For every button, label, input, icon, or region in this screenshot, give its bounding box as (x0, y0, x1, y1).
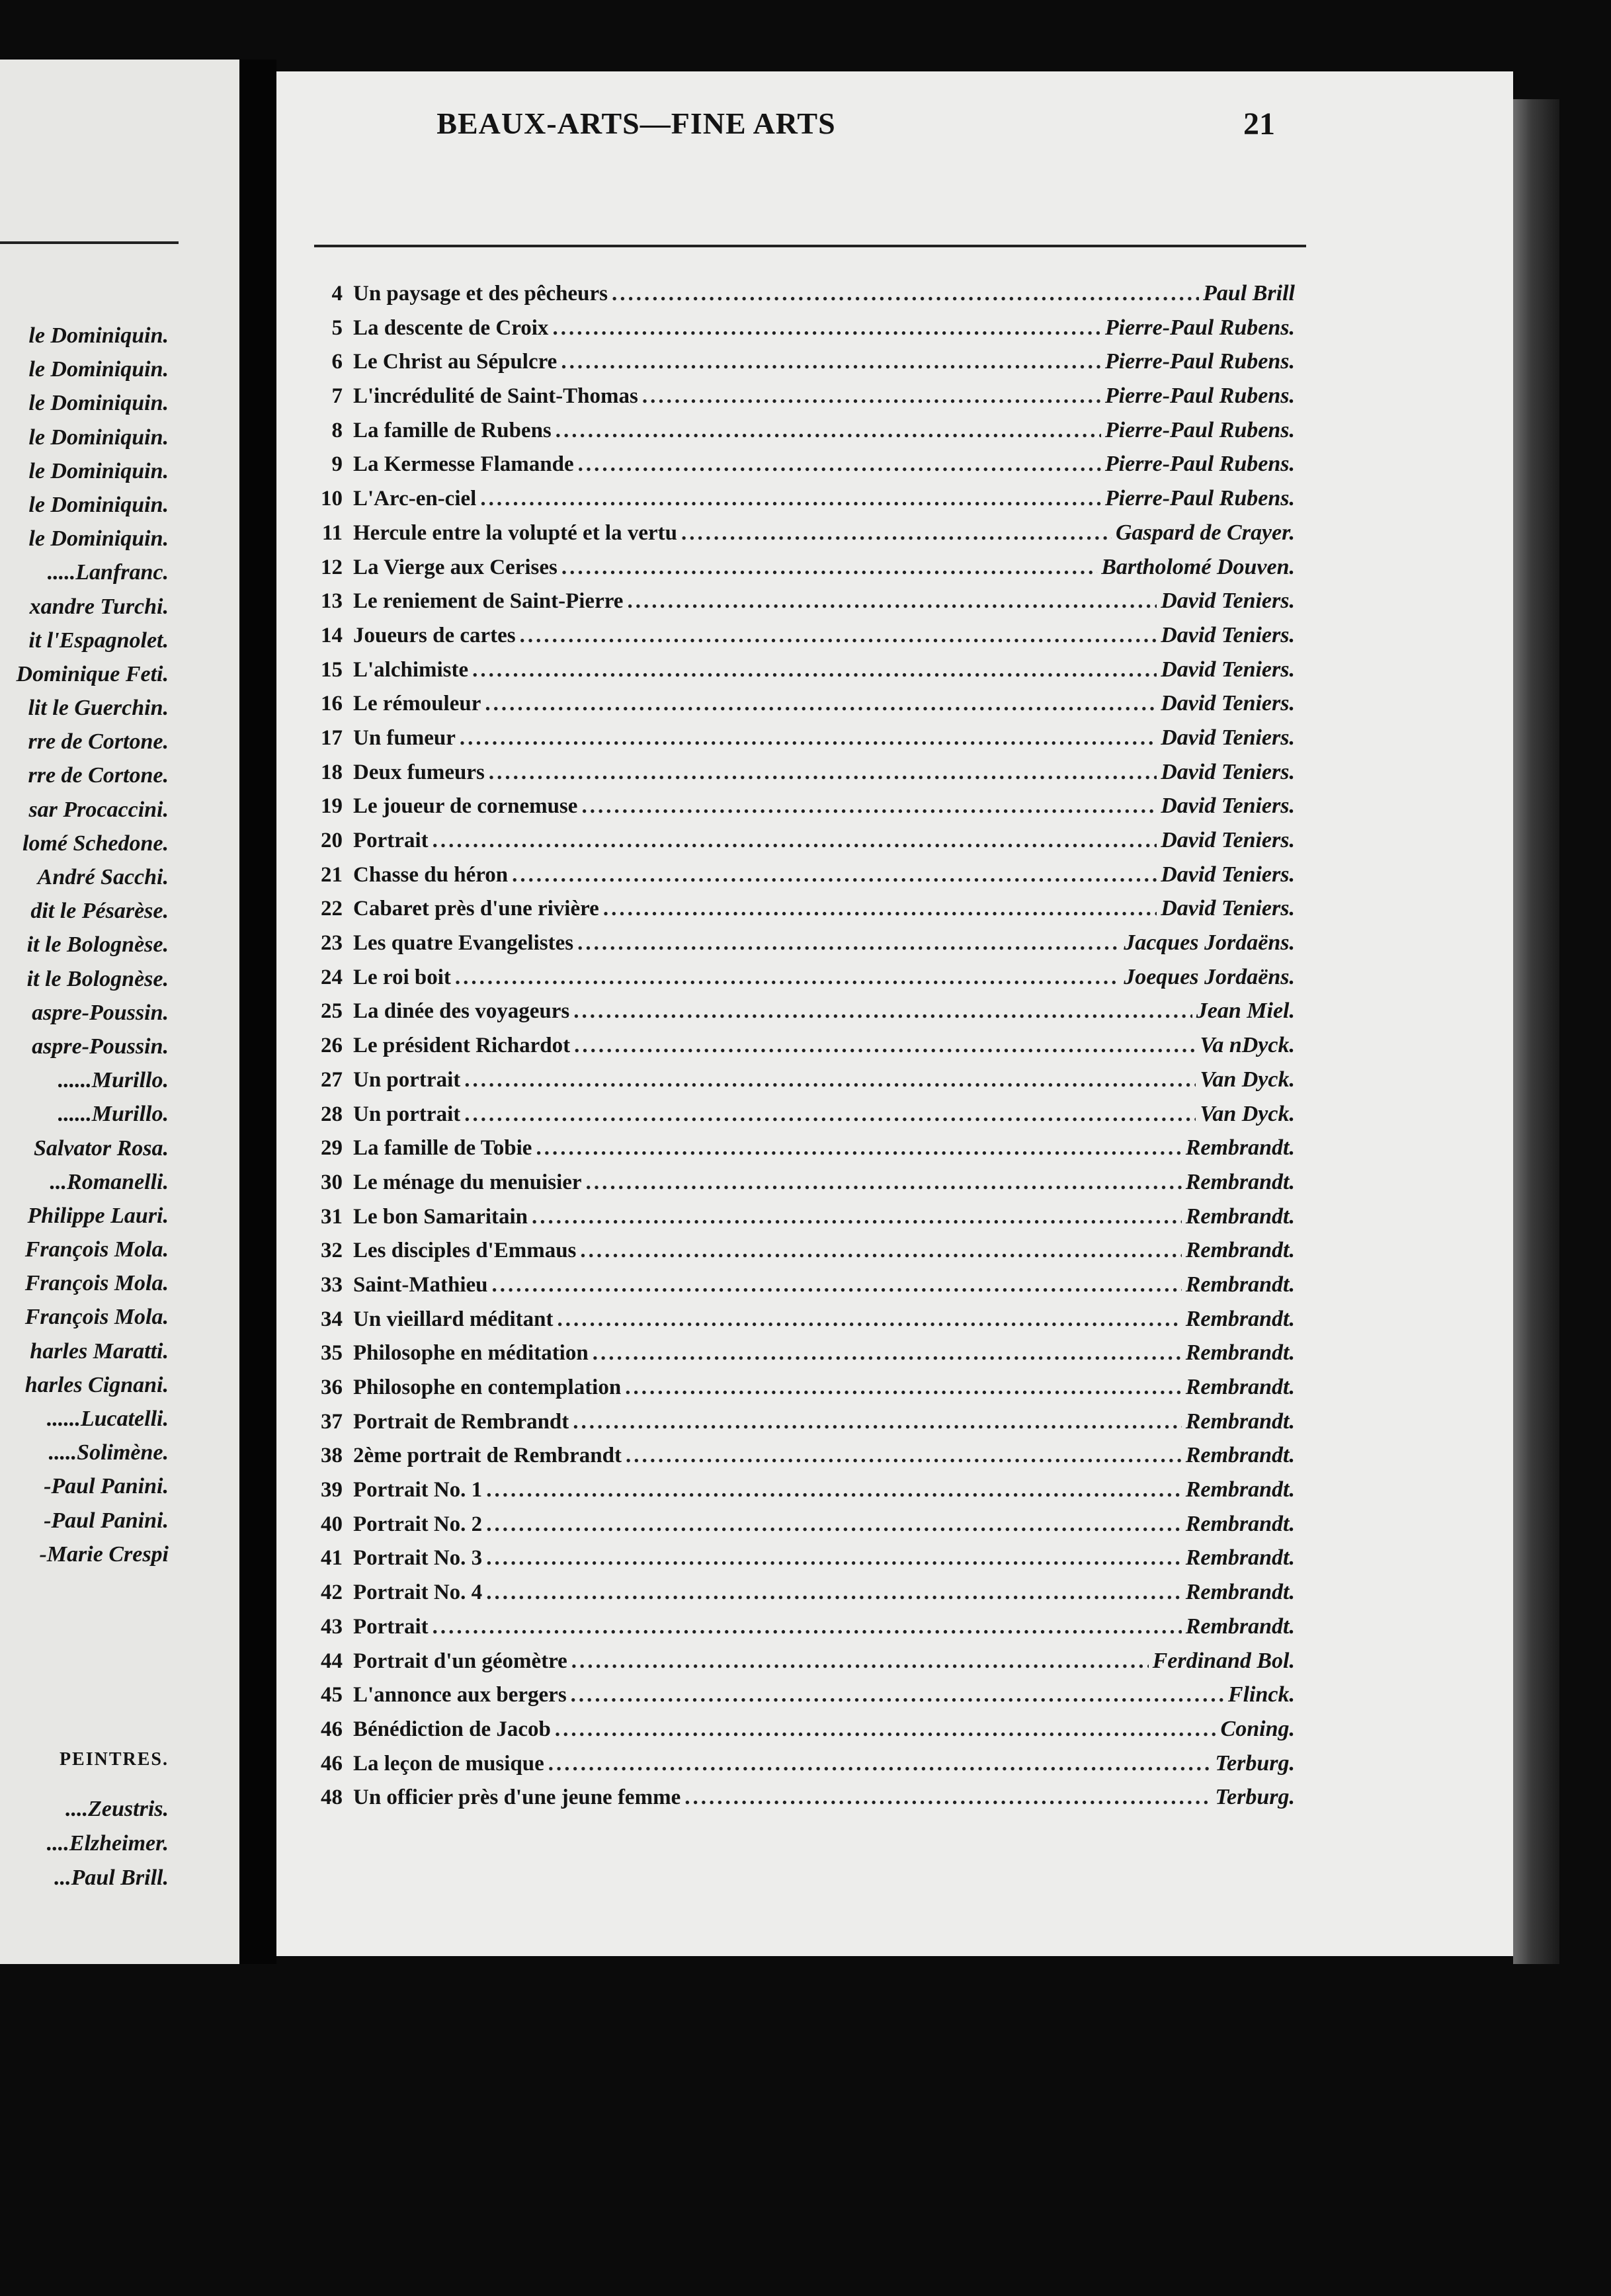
painting-entry (303, 1131, 1295, 1165)
left-artist-line: ......Lucatelli. (46, 1407, 169, 1431)
entry-number: 14 (321, 623, 343, 647)
painting-entry (303, 789, 1295, 823)
entry-number: 27 (321, 1067, 343, 1092)
entry-title: Portrait No. 1 (353, 1478, 483, 1502)
entry-artist: Rembrandt. (1185, 1340, 1295, 1366)
left-section-heading: PEINTRES. (59, 1749, 169, 1770)
entry-artist: Van Dyck. (1200, 1101, 1295, 1126)
entry-number: 17 (321, 725, 343, 750)
dot-leader (433, 1610, 1182, 1644)
dot-leader (626, 1439, 1182, 1473)
entry-artist: Rembrandt. (1185, 1169, 1295, 1194)
painting-entry (303, 481, 1295, 516)
entry-artist: Pierre-Paul Rubens. (1104, 315, 1295, 340)
painting-entry (303, 1507, 1295, 1541)
painting-entry (303, 379, 1295, 413)
painting-entry (303, 1678, 1295, 1712)
dot-leader (586, 1166, 1182, 1200)
left-artist-line: le Dominiquin. (28, 323, 169, 348)
entry-number: 40 (321, 1512, 343, 1536)
entry-title: Le président Richardot (353, 1034, 571, 1058)
entry-artist: Pierre-Paul Rubens. (1104, 486, 1295, 511)
dot-leader (593, 1336, 1182, 1370)
painting-entry (303, 1575, 1295, 1610)
entry-artist: David Teniers. (1161, 725, 1295, 750)
entry-title: La famille de Tobie (353, 1136, 532, 1161)
painting-entry (303, 1610, 1295, 1644)
left-artist-line: harles Maratti. (30, 1338, 169, 1364)
entry-number: 42 (321, 1580, 343, 1605)
entry-title: La leçon de musique (353, 1751, 544, 1776)
left-artist-line: ...Paul Brill. (54, 1866, 169, 1890)
entry-artist: David Teniers. (1161, 691, 1295, 716)
dot-leader (532, 1200, 1182, 1234)
page-number: 21 (1243, 106, 1275, 142)
entry-number: 21 (321, 862, 343, 887)
entry-title: Un paysage et des pêcheurs (353, 282, 608, 306)
entry-artist: Gaspard de Crayer. (1115, 520, 1295, 545)
painting-entry (303, 823, 1295, 858)
painting-entry (303, 755, 1295, 790)
entry-artist: David Teniers. (1161, 896, 1295, 921)
entry-title: Le Christ au Sépulcre (353, 350, 558, 374)
left-artist-line: rre de Cortone. (28, 729, 169, 755)
entry-number: 44 (321, 1649, 343, 1673)
entry-number: 6 (331, 350, 343, 374)
painting-entry (303, 1302, 1295, 1336)
entry-number: 39 (321, 1478, 343, 1502)
entry-artist: David Teniers. (1161, 759, 1295, 784)
entry-artist: Bartholomé Douven. (1101, 554, 1295, 579)
painting-entry (303, 1233, 1295, 1268)
entry-title: Portrait (353, 829, 429, 852)
entry-number: 20 (321, 829, 343, 852)
entry-title: Un portrait (353, 1067, 461, 1092)
entry-artist: Terburg. (1215, 1750, 1295, 1776)
entry-title: Saint-Mathieu (353, 1272, 488, 1297)
left-artist-line: lit le Guerchin. (28, 696, 169, 721)
entry-title: Un vieillard méditant (353, 1307, 554, 1331)
left-artist-line: it le Bolognèse. (26, 932, 169, 958)
dot-leader (574, 1029, 1196, 1063)
entry-artist: Va nDyck. (1200, 1033, 1295, 1058)
page-edge (1513, 99, 1559, 1964)
entry-title: La descente de Croix (353, 315, 549, 340)
entry-number: 46 (321, 1717, 343, 1741)
left-artist-line: it l'Espagnolet. (28, 628, 169, 653)
painting-entry (303, 1541, 1295, 1575)
painting-list (303, 276, 1295, 1815)
dot-leader (489, 756, 1157, 790)
left-artist-line: ...Romanelli. (50, 1169, 169, 1194)
dot-leader (578, 448, 1101, 481)
entry-title: L'annonce aux bergers (353, 1683, 567, 1707)
painting-entry (303, 686, 1295, 721)
entry-number: 36 (321, 1375, 343, 1399)
entry-number: 13 (321, 589, 343, 614)
left-artist-line: -Paul Panini. (44, 1474, 169, 1499)
entry-number: 43 (321, 1614, 343, 1639)
entry-number: 9 (331, 452, 343, 477)
painting-entry (303, 1473, 1295, 1507)
left-page (0, 60, 239, 1964)
entry-title: L'incrédulité de Saint-Thomas (353, 384, 638, 409)
dot-leader (464, 1063, 1196, 1097)
left-artist-line: le Dominiquin. (28, 391, 169, 416)
entry-title: Un portrait (353, 1102, 461, 1126)
painting-entry (303, 721, 1295, 755)
entry-number: 22 (321, 897, 343, 921)
left-artist-line: le Dominiquin. (28, 425, 169, 450)
dot-leader (612, 277, 1199, 311)
entry-artist: David Teniers. (1161, 657, 1295, 682)
entry-number: 30 (321, 1170, 343, 1194)
entry-artist: Ferdinand Bol. (1152, 1648, 1295, 1673)
entry-artist: Rembrandt. (1185, 1545, 1295, 1571)
entry-artist: Rembrandt. (1185, 1204, 1295, 1229)
entry-number: 28 (321, 1102, 343, 1126)
entry-artist: Jacques Jordaëns. (1124, 930, 1295, 956)
dot-leader (486, 1576, 1182, 1610)
entry-title: L'Arc-en-ciel (353, 487, 477, 511)
entry-artist: Joeques Jordaëns. (1124, 964, 1295, 989)
entry-title: Un fumeur (353, 725, 456, 750)
dot-leader (581, 790, 1157, 823)
entry-artist: Pierre-Paul Rubens. (1104, 417, 1295, 442)
left-artist-line: Salvator Rosa. (33, 1135, 169, 1161)
entry-title: Deux fumeurs (353, 760, 485, 784)
entry-artist: Flinck. (1227, 1682, 1295, 1707)
left-divider (0, 241, 179, 244)
painting-entry (303, 1746, 1295, 1781)
left-artist-line: François Mola. (24, 1271, 169, 1296)
dot-leader (486, 1541, 1182, 1575)
entry-title: Portrait No. 2 (353, 1512, 483, 1536)
left-artist-line: lomé Schedone. (22, 831, 169, 856)
dot-leader (492, 1268, 1182, 1302)
dot-leader (552, 311, 1100, 345)
painting-entry (303, 1780, 1295, 1815)
entry-number: 15 (321, 657, 343, 682)
dot-leader (625, 1371, 1181, 1405)
entry-artist: Pierre-Paul Rubens. (1104, 349, 1295, 374)
entry-artist: Rembrandt. (1185, 1306, 1295, 1331)
dot-leader (571, 1678, 1224, 1712)
entry-number: 7 (331, 384, 343, 409)
painting-entry (303, 276, 1295, 311)
painting-entry (303, 618, 1295, 653)
entry-title: Cabaret près d'une rivière (353, 897, 599, 921)
entry-title: Portrait No. 4 (353, 1580, 483, 1605)
entry-title: Philosophe en méditation (353, 1341, 589, 1366)
entry-artist: Jean Miel. (1196, 999, 1295, 1024)
painting-entry (303, 1405, 1295, 1439)
left-artist-line: rre de Cortone. (28, 763, 169, 788)
left-artist-line: Dominique Feti. (16, 661, 169, 686)
dot-leader (573, 995, 1192, 1028)
left-artist-line: François Mola. (24, 1305, 169, 1330)
entry-artist: Rembrandt. (1185, 1135, 1295, 1161)
entry-number: 5 (331, 315, 343, 340)
painting-entry (303, 1438, 1295, 1473)
entry-artist: David Teniers. (1161, 794, 1295, 819)
left-artist-line: Philippe Lauri. (27, 1203, 169, 1228)
painting-entry (303, 345, 1295, 379)
entry-title: Le roi boit (353, 965, 451, 989)
left-artist-line: le Dominiquin. (28, 357, 169, 382)
painting-entry (303, 1063, 1295, 1097)
entry-number: 46 (321, 1751, 343, 1776)
entry-artist: Rembrandt. (1185, 1580, 1295, 1605)
dot-leader (486, 1508, 1182, 1541)
entry-artist: Paul Brill (1203, 281, 1295, 306)
entry-artist: David Teniers. (1161, 622, 1295, 647)
entry-number: 26 (321, 1034, 343, 1058)
entry-number: 11 (321, 520, 343, 545)
entry-number: 31 (321, 1204, 343, 1229)
dot-leader (520, 619, 1157, 653)
entry-number: 8 (331, 418, 343, 442)
entry-artist: Rembrandt. (1185, 1238, 1295, 1263)
dot-leader (455, 961, 1120, 995)
entry-artist: Coning. (1220, 1716, 1295, 1741)
entry-title: Portrait d'un géomètre (353, 1649, 567, 1673)
page-title: BEAUX-ARTS—FINE ARTS (436, 106, 836, 140)
entry-number: 41 (321, 1546, 343, 1571)
painting-entry (303, 516, 1295, 550)
entry-title: Le ménage du menuisier (353, 1170, 582, 1194)
left-artist-line: dit le Pésarèse. (30, 899, 169, 924)
left-artist-line: ....Zeustris. (65, 1797, 169, 1821)
dot-leader (464, 1098, 1196, 1131)
painting-entry (303, 994, 1295, 1028)
entry-artist: Rembrandt. (1185, 1511, 1295, 1536)
dot-leader (480, 482, 1101, 516)
entry-title: L'alchimiste (353, 657, 469, 682)
entry-artist: Rembrandt. (1185, 1614, 1295, 1639)
painting-entry (303, 1028, 1295, 1063)
left-artist-line: -Paul Panini. (44, 1508, 169, 1533)
dot-leader (573, 1405, 1181, 1439)
painting-entry (303, 1712, 1295, 1746)
entry-title: Chasse du héron (353, 862, 509, 887)
left-artist-line: ......Murillo. (58, 1068, 169, 1093)
entry-artist: Rembrandt. (1185, 1409, 1295, 1434)
entry-artist: Rembrandt. (1185, 1443, 1295, 1468)
entry-title: Hercule entre la volupté et la vertu (353, 520, 677, 545)
entry-artist: Terburg. (1215, 1785, 1295, 1810)
entry-number: 25 (321, 999, 343, 1024)
dot-leader (485, 687, 1157, 721)
entry-number: 10 (321, 487, 343, 511)
painting-entry (303, 550, 1295, 585)
dot-leader (472, 653, 1157, 687)
dot-leader (577, 926, 1120, 960)
entry-title: Le bon Samaritain (353, 1204, 528, 1229)
entry-title: La Kermesse Flamande (353, 452, 574, 477)
dot-leader (684, 1781, 1211, 1815)
entry-artist: Van Dyck. (1200, 1067, 1295, 1092)
dot-leader (555, 1713, 1217, 1746)
entry-title: La Vierge aux Cerises (353, 555, 558, 579)
dot-leader (642, 380, 1101, 413)
entry-title: Philosophe en contemplation (353, 1375, 622, 1399)
painting-entry (303, 1336, 1295, 1370)
entry-artist: Pierre-Paul Rubens. (1104, 384, 1295, 409)
left-artist-line: sar Procaccini. (28, 797, 169, 822)
painting-entry (303, 1644, 1295, 1678)
dot-leader (561, 551, 1097, 585)
left-artist-line: harles Cignani. (24, 1372, 169, 1397)
entry-artist: Rembrandt. (1185, 1272, 1295, 1297)
entry-artist: Rembrandt. (1185, 1477, 1295, 1502)
dot-leader (558, 1303, 1182, 1336)
entry-title: Les disciples d'Emmaus (353, 1239, 577, 1263)
entry-number: 32 (321, 1239, 343, 1263)
painting-entry (303, 447, 1295, 481)
entry-title: Un officier près d'une jeune femme (353, 1785, 681, 1810)
entry-title: La famille de Rubens (353, 418, 552, 442)
painting-entry (303, 413, 1295, 448)
painting-entry (303, 1097, 1295, 1131)
entry-artist: Rembrandt. (1185, 1375, 1295, 1399)
painting-entry (303, 891, 1295, 926)
dot-leader (460, 721, 1157, 755)
painting-entry (303, 311, 1295, 345)
left-artist-line: xandre Turchi. (29, 594, 169, 619)
painting-entry (303, 960, 1295, 995)
book-gutter (239, 60, 276, 1964)
left-artist-line: .....Solimène. (48, 1440, 169, 1465)
entry-title: La dinée des voyageurs (353, 999, 570, 1024)
entry-title: Le reniement de Saint-Pierre (353, 589, 624, 614)
entry-number: 37 (321, 1409, 343, 1434)
left-artist-line: le Dominiquin. (28, 526, 169, 552)
dot-leader (536, 1131, 1181, 1165)
left-artist-list-2 (0, 1792, 169, 1895)
entry-number: 33 (321, 1272, 343, 1297)
painting-entry (303, 1200, 1295, 1234)
painting-entry (303, 1370, 1295, 1405)
entry-title: Le rémouleur (353, 692, 481, 716)
left-artist-line: ......Murillo. (58, 1102, 169, 1127)
dot-leader (603, 892, 1157, 926)
entry-title: Bénédiction de Jacob (353, 1717, 551, 1741)
entry-number: 48 (321, 1785, 343, 1810)
left-artist-list (0, 319, 169, 1571)
dot-leader (548, 1747, 1212, 1781)
painting-entry (303, 926, 1295, 960)
entry-title: 2ème portrait de Rembrandt (353, 1444, 622, 1468)
left-artist-line: aspre-Poussin. (32, 1000, 169, 1025)
entry-number: 12 (321, 555, 343, 579)
entry-number: 19 (321, 794, 343, 819)
left-artist-line: aspre-Poussin. (32, 1034, 169, 1059)
entry-artist: David Teniers. (1161, 828, 1295, 852)
dot-leader (627, 585, 1157, 618)
entry-number: 38 (321, 1444, 343, 1468)
dot-leader (556, 414, 1101, 448)
painting-entry (303, 858, 1295, 892)
entry-title: Joueurs de cartes (353, 623, 516, 647)
entry-title: Portrait No. 3 (353, 1546, 483, 1571)
left-artist-line: François Mola. (24, 1237, 169, 1262)
entry-number: 4 (331, 282, 343, 306)
entry-title: Le joueur de cornemuse (353, 794, 578, 819)
left-artist-line: le Dominiquin. (28, 492, 169, 517)
painting-entry (303, 1165, 1295, 1200)
painting-entry (303, 1268, 1295, 1302)
left-artist-line: -Marie Crespi (39, 1541, 169, 1567)
dot-leader (512, 858, 1157, 892)
entry-number: 34 (321, 1307, 343, 1331)
header-divider (314, 245, 1306, 247)
entry-title: Les quatre Evangelistes (353, 931, 574, 956)
dot-leader (571, 1645, 1149, 1678)
painting-entry (303, 653, 1295, 687)
left-artist-line: .....Lanfranc. (47, 560, 169, 585)
entry-title: Portrait de Rembrandt (353, 1409, 569, 1434)
entry-title: Portrait (353, 1614, 429, 1639)
dot-leader (580, 1234, 1181, 1268)
entry-number: 35 (321, 1341, 343, 1366)
dot-leader (681, 516, 1112, 550)
entry-number: 29 (321, 1136, 343, 1161)
left-artist-line: André Sacchi. (37, 865, 169, 889)
entry-number: 24 (321, 965, 343, 989)
left-artist-line: it le Bolognèse. (26, 966, 169, 991)
dot-leader (486, 1473, 1182, 1507)
left-artist-line: le Dominiquin. (28, 458, 169, 483)
dot-leader (433, 824, 1157, 858)
entry-artist: Pierre-Paul Rubens. (1104, 452, 1295, 477)
painting-entry (303, 584, 1295, 618)
entry-number: 16 (321, 692, 343, 716)
entry-artist: David Teniers. (1161, 862, 1295, 887)
entry-number: 18 (321, 760, 343, 784)
entry-number: 45 (321, 1683, 343, 1707)
left-artist-line: ....Elzheimer. (46, 1831, 169, 1856)
entry-artist: David Teniers. (1161, 589, 1295, 614)
dot-leader (561, 345, 1101, 379)
entry-number: 23 (321, 931, 343, 956)
